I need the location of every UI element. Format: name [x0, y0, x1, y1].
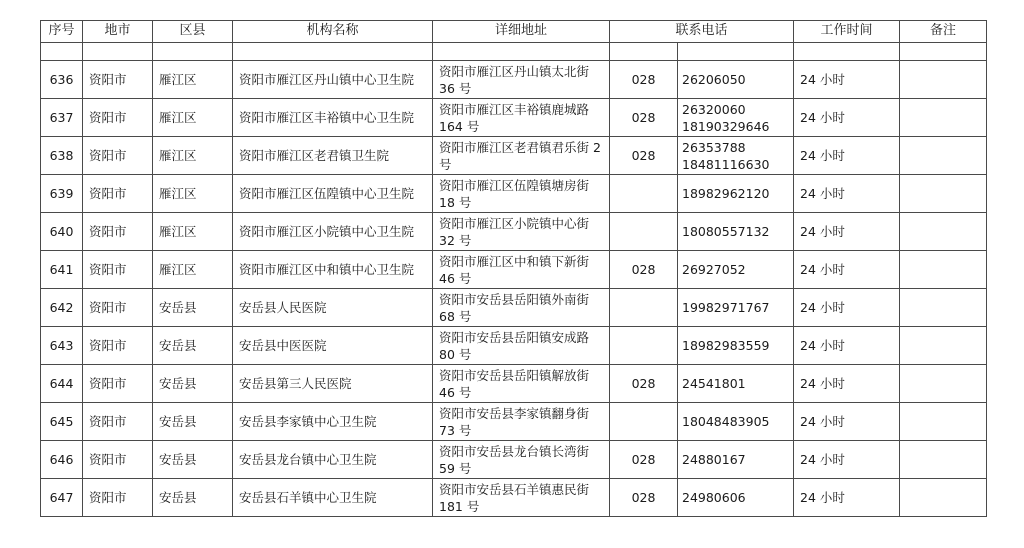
table-row: [41, 251, 987, 289]
phone-number-secondary: 18190329646: [682, 118, 770, 134]
address-line-1: 资阳市安岳县龙台镇长湾街: [439, 443, 590, 459]
hours-cell: 24 小时: [794, 137, 900, 175]
phone-cell: [678, 61, 794, 99]
hours-cell: 24 小时: [794, 99, 900, 137]
address-line-2: 80 号: [439, 346, 472, 362]
address-line-2: 18 号: [439, 194, 472, 210]
address-line-1: 资阳市雁江区中和镇下新街: [439, 253, 590, 269]
county-cell: 安岳县: [153, 479, 233, 517]
area-code-cell: [610, 213, 678, 251]
address-cell: [433, 61, 610, 99]
institution-name-cell: 资阳市雁江区丹山镇中心卫生院: [233, 61, 433, 99]
note-cell: [900, 365, 987, 403]
area-code-cell: 028: [610, 441, 678, 479]
address-line-2: 181 号: [439, 498, 480, 514]
address-cell: [433, 137, 610, 175]
note-cell: [900, 441, 987, 479]
county-cell: 雁江区: [153, 251, 233, 289]
row-number: 644: [41, 365, 83, 403]
phone-cell: [678, 175, 794, 213]
spacer-cell: [83, 43, 153, 61]
county-cell: 雁江区: [153, 175, 233, 213]
county-cell: 安岳县: [153, 365, 233, 403]
hours-cell: 24 小时: [794, 251, 900, 289]
institution-name-cell: 资阳市雁江区小院镇中心卫生院: [233, 213, 433, 251]
table-row: [41, 327, 987, 365]
county-cell: 安岳县: [153, 403, 233, 441]
address-cell: [433, 327, 610, 365]
table-row: [41, 61, 987, 99]
spacer-cell: [233, 43, 433, 61]
header-cell-hours: 工作时间: [794, 21, 900, 43]
address-cell: [433, 441, 610, 479]
phone-number: 18982962120: [682, 186, 770, 201]
institution-name-cell: 资阳市雁江区老君镇卫生院: [233, 137, 433, 175]
spacer-cell: [794, 43, 900, 61]
address-line-1: 资阳市雁江区丹山镇太北街: [439, 63, 590, 79]
header-spacer-row: [41, 43, 987, 61]
city-cell: 资阳市: [83, 175, 153, 213]
area-code-cell: 028: [610, 137, 678, 175]
city-cell: 资阳市: [83, 479, 153, 517]
hours-cell: 24 小时: [794, 175, 900, 213]
note-cell: [900, 479, 987, 517]
table-row: [41, 175, 987, 213]
phone-cell: [678, 365, 794, 403]
phone-number: 18080557132: [682, 224, 770, 239]
note-cell: [900, 403, 987, 441]
row-number: 647: [41, 479, 83, 517]
header-cell-name: 机构名称: [233, 21, 433, 43]
phone-cell: [678, 213, 794, 251]
hours-cell: 24 小时: [794, 213, 900, 251]
institution-name-cell: 安岳县龙台镇中心卫生院: [233, 441, 433, 479]
row-number: 639: [41, 175, 83, 213]
address-cell: [433, 479, 610, 517]
address-cell: [433, 213, 610, 251]
area-code-cell: [610, 289, 678, 327]
phone-number: 18048483905: [682, 414, 770, 429]
header-cell-county: 区县: [153, 21, 233, 43]
table-row: [41, 479, 987, 517]
note-cell: [900, 251, 987, 289]
row-number: 636: [41, 61, 83, 99]
phone-cell: [678, 479, 794, 517]
row-number: 641: [41, 251, 83, 289]
spacer-cell: [153, 43, 233, 61]
city-cell: 资阳市: [83, 61, 153, 99]
area-code-cell: [610, 175, 678, 213]
hours-cell: 24 小时: [794, 479, 900, 517]
county-cell: 安岳县: [153, 327, 233, 365]
hours-cell: 24 小时: [794, 327, 900, 365]
hours-cell: 24 小时: [794, 441, 900, 479]
address-line-2: 59 号: [439, 460, 472, 476]
city-cell: 资阳市: [83, 441, 153, 479]
header-cell-city: 地市: [83, 21, 153, 43]
table-row: [41, 441, 987, 479]
address-line-1: 资阳市安岳县岳阳镇解放街: [439, 367, 590, 383]
phone-cell: [678, 327, 794, 365]
city-cell: 资阳市: [83, 99, 153, 137]
city-cell: 资阳市: [83, 403, 153, 441]
address-line-1: 资阳市雁江区老君镇君乐街 2: [439, 139, 601, 155]
note-cell: [900, 327, 987, 365]
county-cell: 安岳县: [153, 289, 233, 327]
phone-number: 24880167: [682, 452, 746, 467]
table-row: [41, 99, 987, 137]
header-cell-note: 备注: [900, 21, 987, 43]
phone-cell: [678, 403, 794, 441]
institution-name-cell: 资阳市雁江区伍隍镇中心卫生院: [233, 175, 433, 213]
note-cell: [900, 61, 987, 99]
address-cell: [433, 251, 610, 289]
address-line-2: 73 号: [439, 422, 472, 438]
row-number: 643: [41, 327, 83, 365]
row-number: 646: [41, 441, 83, 479]
phone-cell: [678, 137, 794, 175]
area-code-cell: 028: [610, 365, 678, 403]
row-number: 645: [41, 403, 83, 441]
note-cell: [900, 213, 987, 251]
spacer-cell: [41, 43, 83, 61]
area-code-cell: [610, 403, 678, 441]
note-cell: [900, 99, 987, 137]
note-cell: [900, 137, 987, 175]
table-header-row: [41, 21, 987, 43]
address-line-1: 资阳市安岳县李家镇翻身街: [439, 405, 590, 421]
institution-name-cell: 安岳县中医医院: [233, 327, 433, 365]
city-cell: 资阳市: [83, 365, 153, 403]
table-row: [41, 365, 987, 403]
row-number: 637: [41, 99, 83, 137]
address-cell: [433, 175, 610, 213]
area-code-cell: [610, 327, 678, 365]
phone-cell: [678, 441, 794, 479]
address-line-2: 164 号: [439, 118, 480, 134]
address-line-2: 36 号: [439, 80, 472, 96]
note-cell: [900, 289, 987, 327]
address-line-2: 46 号: [439, 384, 472, 400]
address-cell: [433, 365, 610, 403]
hours-cell: 24 小时: [794, 289, 900, 327]
phone-number: 24541801: [682, 376, 746, 391]
address-line-1: 资阳市安岳县石羊镇惠民街: [439, 481, 590, 497]
city-cell: 资阳市: [83, 289, 153, 327]
institution-name-cell: 资阳市雁江区中和镇中心卫生院: [233, 251, 433, 289]
area-code-cell: 028: [610, 99, 678, 137]
row-number: 642: [41, 289, 83, 327]
phone-number: 26927052: [682, 262, 746, 277]
address-line-2: 号: [439, 156, 452, 172]
phone-number: 18982983559: [682, 338, 770, 353]
header-cell-address: 详细地址: [433, 21, 610, 43]
phone-number: 19982971767: [682, 300, 770, 315]
phone-number: 26320060: [682, 101, 746, 117]
area-code-cell: 028: [610, 251, 678, 289]
address-line-1: 资阳市雁江区伍隍镇塘房街: [439, 177, 590, 193]
county-cell: 雁江区: [153, 213, 233, 251]
area-code-cell: 028: [610, 479, 678, 517]
table-row: [41, 403, 987, 441]
address-line-2: 46 号: [439, 270, 472, 286]
spacer-cell: [678, 43, 794, 61]
row-number: 640: [41, 213, 83, 251]
county-cell: 安岳县: [153, 441, 233, 479]
city-cell: 资阳市: [83, 137, 153, 175]
phone-cell: [678, 251, 794, 289]
address-line-1: 资阳市雁江区小院镇中心街: [439, 215, 590, 231]
spacer-cell: [610, 43, 678, 61]
area-code-cell: 028: [610, 61, 678, 99]
address-cell: [433, 99, 610, 137]
address-line-2: 32 号: [439, 232, 472, 248]
row-number: 638: [41, 137, 83, 175]
hours-cell: 24 小时: [794, 61, 900, 99]
city-cell: 资阳市: [83, 327, 153, 365]
phone-cell: [678, 99, 794, 137]
phone-cell: [678, 289, 794, 327]
institution-table: [40, 20, 987, 517]
address-line-1: 资阳市安岳县岳阳镇安成路: [439, 329, 590, 345]
county-cell: 雁江区: [153, 99, 233, 137]
phone-number: 26206050: [682, 72, 746, 87]
hours-cell: 24 小时: [794, 403, 900, 441]
institution-name-cell: 安岳县李家镇中心卫生院: [233, 403, 433, 441]
address-line-1: 资阳市雁江区丰裕镇鹿城路: [439, 101, 590, 117]
note-cell: [900, 175, 987, 213]
address-line-2: 68 号: [439, 308, 472, 324]
phone-number-secondary: 18481116630: [682, 156, 770, 172]
address-cell: [433, 289, 610, 327]
address-line-1: 资阳市安岳县岳阳镇外南街: [439, 291, 590, 307]
address-cell: [433, 403, 610, 441]
phone-number: 24980606: [682, 490, 746, 505]
table-row: [41, 213, 987, 251]
header-cell-phone: 联系电话: [610, 21, 794, 43]
spacer-cell: [433, 43, 610, 61]
county-cell: 雁江区: [153, 137, 233, 175]
city-cell: 资阳市: [83, 251, 153, 289]
institution-name-cell: 安岳县第三人民医院: [233, 365, 433, 403]
spacer-cell: [900, 43, 987, 61]
header-cell-no: 序号: [41, 21, 83, 43]
table-row: [41, 137, 987, 175]
phone-number: 26353788: [682, 139, 746, 155]
hours-cell: 24 小时: [794, 365, 900, 403]
county-cell: 雁江区: [153, 61, 233, 99]
institution-name-cell: 安岳县石羊镇中心卫生院: [233, 479, 433, 517]
institution-name-cell: 资阳市雁江区丰裕镇中心卫生院: [233, 99, 433, 137]
institution-name-cell: 安岳县人民医院: [233, 289, 433, 327]
table-row: [41, 289, 987, 327]
city-cell: 资阳市: [83, 213, 153, 251]
